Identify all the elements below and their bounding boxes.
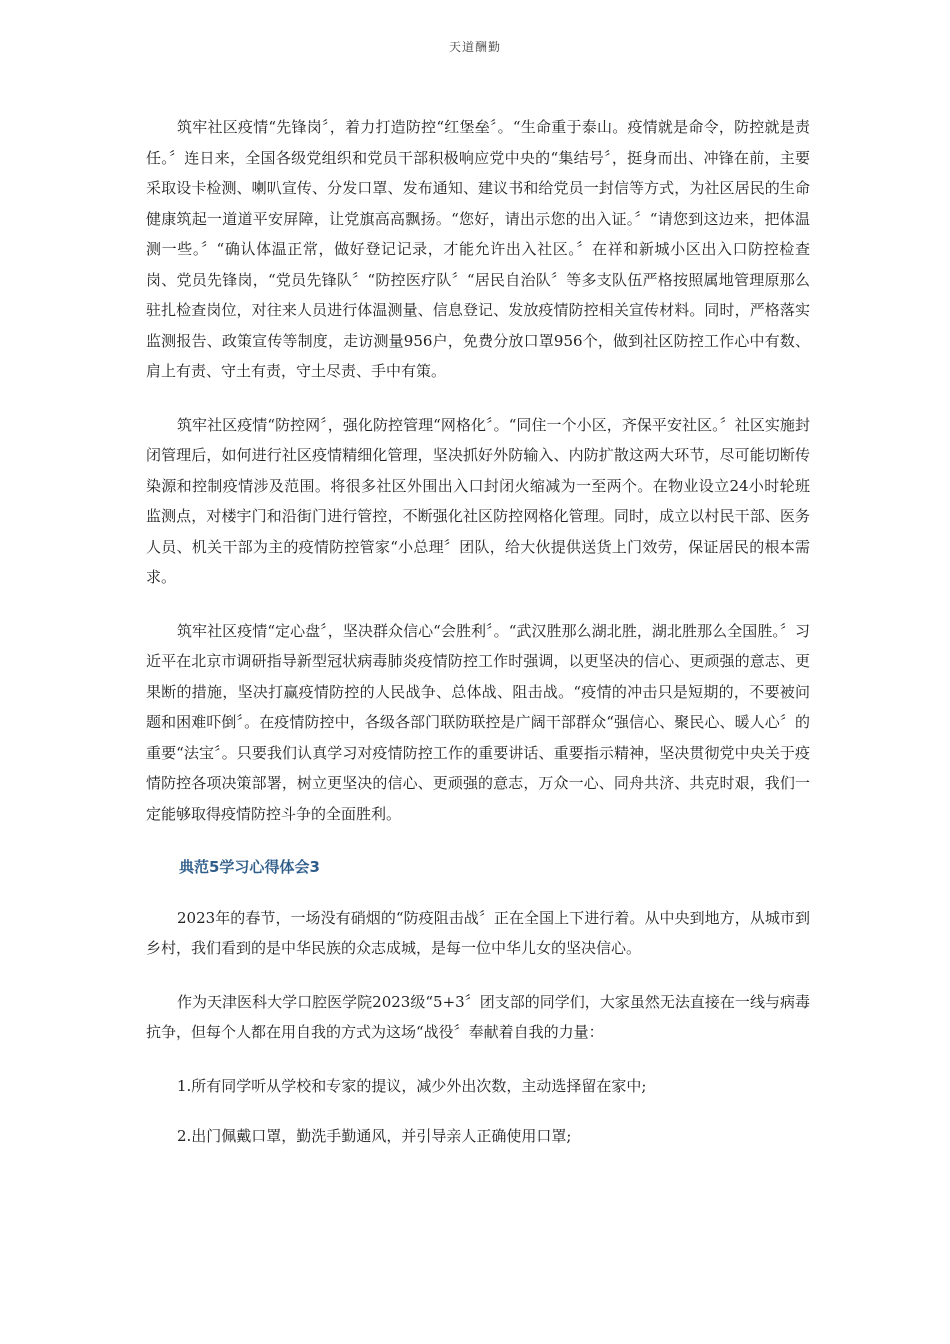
paragraph-students: 作为天津医科大学口腔医学院2023级“5+3〞团支部的同学们，大家虽然无法直接在一线与病毒抗争，但每个人都在用自我的方式为这场“战役〞奉献着自我的力量： <box>146 992 810 1041</box>
list-item: 1.所有同学听从学校和专家的提议，减少外出次数，主动选择留在家中; <box>177 1076 647 1095</box>
list-item: 2.出门佩戴口罩，勤洗手勤通风，并引导亲人正确使用口罩; <box>177 1127 572 1145</box>
paragraph-confidence: 筑牢社区疫情“定心盘〞，坚决群众信心“会胜利〞。“武汉胜那么湖北胜，湖北胜那么全国胜。〞习近平在北京市调研指导新型冠状病毒肺炎疫情防控工作时强调，以更坚决的信心、更顽强的意志、更果断的措施，坚决打赢疫情防控的人民战争、总体战、阻击战。“疫情的冲击只是短期的，不要被问题和困难吓倒〞。在疫情防控中，各级各部门联防联控是广阔干部群众“强信心、聚民心、暖人心〞的重要“法宝〞。只要我们认真学习对疫情防控工作的重要讲话、重要指示精神，坚决贯彻党中央关于疫情防控各项决策部署，树立更坚决的信心、更顽强的意志，万众一心、同舟共济、共克时艰，我们一定能够取得疫情防控斗争的全面胜利。 <box>146 621 810 823</box>
section-heading: 典范5学习心得体会3 <box>179 858 320 876</box>
paragraph-control-network: 筑牢社区疫情“防控网〞，强化防控管理“网格化〞。“同住一个小区，齐保平安社区。〞社区实施封闭管理后，如何进行社区疫情精细化管理，坚决抓好外防输入、内防扩散这两大环节，尽可能切断传染源和控制疫情涉及范围。将很多社区外围出入口封闭火缩减为一至两个。在物业设立24小时轮班监测点，对楼宇门和沿街门进行管控，不断强化社区防控网格化管理。同时，成立以村民干部、医务人员、机关干部为主的疫情防控管家“小总理〞团队，给大伙提供送货上门效劳，保证居民的根本需求。 <box>146 415 810 586</box>
page-header: 天道酬勤 <box>448 40 501 54</box>
paragraph-vanguard-post: 筑牢社区疫情“先锋岗〞，着力打造防控“红堡垒〞。“生命重于泰山。疫情就是命令，防控就是责任。〞连日来，全国各级党组织和党员干部积极响应党中央的“集结号〞，挺身而出、冲锋在前，主要采取设卡检测、喇叭宣传、分发口罩、发布通知、建议书和给党员一封信等方式，为社区居民的生命健康筑起一道道平安屏障，让党旗高高飘扬。“您好，请出示您的出入证。〞“请您到这边来，把体温测一些。〞“确认体温正常，做好登记记录，才能允许出入社区。〞在祥和新城小区出入口防控检查岗、党员先锋岗，“党员先锋队〞“防控医疗队〞“居民自治队〞等多支队伍严格按照属地管理原那么驻扎检查岗位，对往来人员进行体温测量、信息登记、发放疫情防控相关宣传材料。同时，严格落实监测报告、政策宣传等制度，走访测量956户，免费分放口罩956个，做到社区防控工作心中有数、肩上有责、守土有责，守土尽责、手中有策。 <box>146 118 810 380</box>
document-body <box>146 112 810 1172</box>
paragraph-spring-festival: 2023年的春节，一场没有硝烟的“防疫阻击战〞正在全国上下进行着。从中央到地方，从城市到乡村，我们看到的是中华民族的众志成城，是每一位中华儿女的坚决信心。 <box>146 908 810 957</box>
